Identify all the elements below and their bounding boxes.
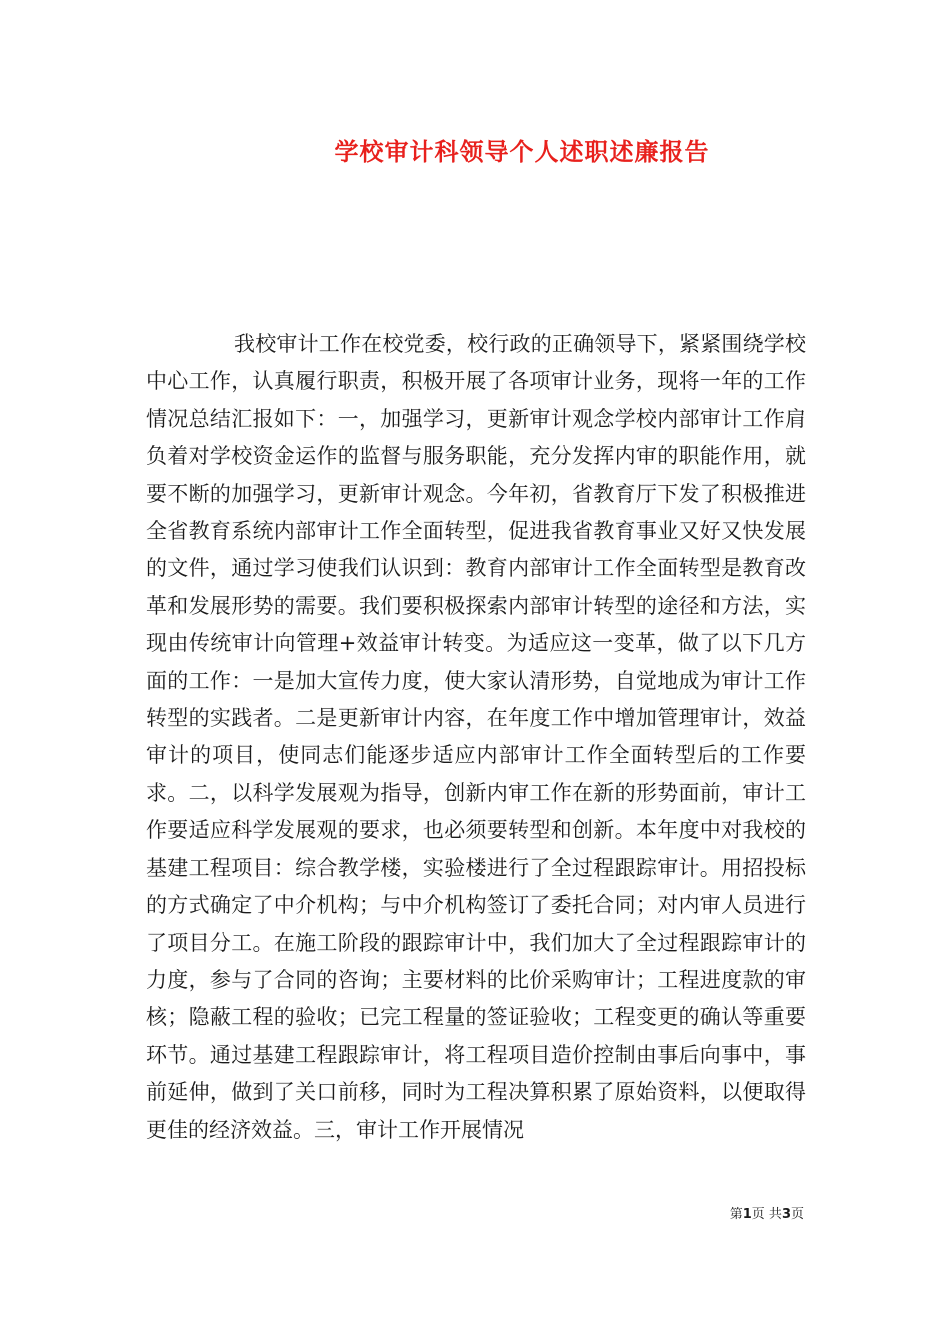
footer-middle: 页 共 [751,1207,782,1222]
document-title: 学校审计科领导个人述职述廉报告 [334,137,710,166]
page-number-footer [730,1203,804,1222]
footer-suffix: 页 [790,1207,804,1222]
total-page-count: 3 [781,1207,791,1222]
footer-prefix: 第 [729,1207,743,1222]
current-page-number: 1 [742,1207,752,1222]
document-body-paragraph: 我校审计工作在校党委，校行政的正确领导下，紧紧围绕学校中心工作，认真履行职责，积极开展了各项审计业务，现将一年的工作情况总结汇报如下：一，加强学习，更新审计观念学校内部审计工作肩负着对学校资金运作的监督与服务职能，充分发挥内审的职能作用，就要不断的加强学习，更新审计观念。今年初，省教育厅下发了积极推进全省教育系统内部审计工作全面转型，促进我省教育事业又好又快发展的文件，通过学习使我们认识到：教育内部审计工作全面转型是教育改革和发展形势的需要。我们要积极探索内部审计转型的途径和方法，实现由传统审计向管理+效益审计转变。为适应这一变革，做了以下几方面的工作：一是加大宣传力度，使大家认清形势，自觉地成为审计工作转型的实践者。二是更新审计内容，在年度工作中增加管理审计，效益审计的项目，使同志们能逐步适应内部审计工作全面转型后的工作要求。二，以科学发展观为指导，创新内审工作在新的形势面前，审计工作要适应科学发展观的要求，也必须要转型和创新。本年度中对我校的基建工程项目：综合教学楼，实验楼进行了全过程跟踪审计。用招投标的方式确定了中介机构；与中介机构签订了委托合同；对内审人员进行了项目分工。在施工阶段的跟踪审计中，我们加大了全过程跟踪审计的力度，参与了合同的咨询；主要材料的比价采购审计；工程进度款的审核；隐蔽工程的验收；已完工程量的签证验收；工程变更的确认等重要环节。通过基建工程跟踪审计，将工程项目造价控制由事后向事中，事前延伸，做到了关口前移，同时为工程决算积累了原始资料，以便取得更佳的经济效益。三，审计工作开展情况 [146,332,806,1142]
